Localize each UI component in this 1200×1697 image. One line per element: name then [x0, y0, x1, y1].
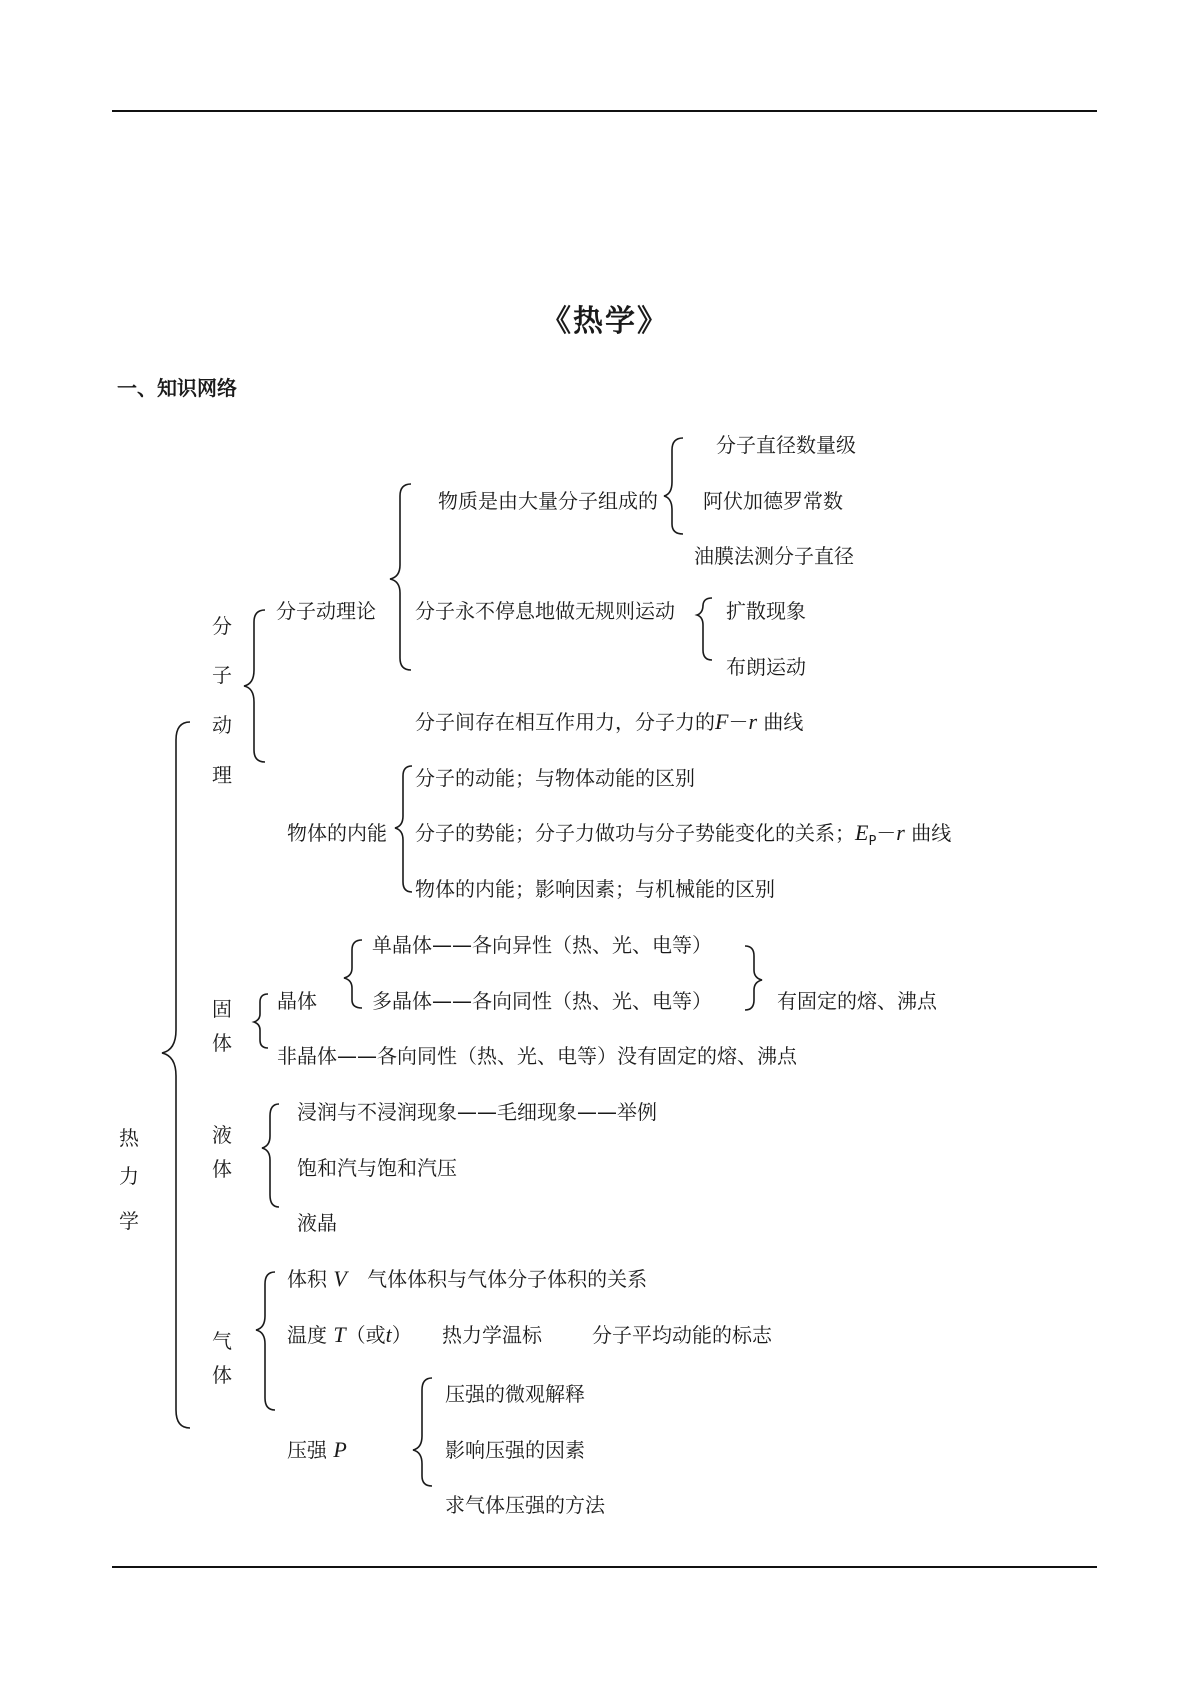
brace-crystal-right [745, 946, 762, 1010]
brace-pressure [413, 1378, 432, 1486]
node-crystal: 晶体 [277, 989, 317, 1013]
force-symbol-f: F [715, 709, 729, 734]
pressure-symbol: P [333, 1437, 347, 1462]
node-composed: 物质是由大量分子组成的 [438, 489, 658, 513]
comp-item-3: 油膜法测分子直径 [694, 544, 854, 568]
internal-kinetic: 分子的动能；与物体动能的区别 [415, 766, 695, 790]
mol-label-2: 子 [212, 663, 232, 687]
root-label-2: 力 [119, 1164, 139, 1188]
node-motion: 分子永不停息地做无规则运动 [415, 599, 675, 623]
section-heading: 一、知识网络 [117, 376, 237, 400]
volume-label: 体积 [287, 1267, 327, 1291]
temp-close: ） [391, 1323, 412, 1347]
volume-relation: 气体体积与气体分子体积的关系 [367, 1267, 648, 1291]
mol-label-3: 动 [212, 713, 232, 737]
comp-item-1: 分子直径数量级 [716, 433, 856, 457]
brace-composition [390, 484, 411, 670]
node-force [415, 709, 803, 735]
liquid-label-1: 液 [212, 1123, 232, 1147]
brace-root [162, 722, 190, 1428]
solid-label-1: 固 [212, 997, 232, 1021]
temp-mark: 分子平均动能的标志 [592, 1323, 772, 1347]
pe-text: 分子的势能；分子力做功与分子势能变化的关系； [415, 821, 855, 845]
node-temperature [287, 1322, 412, 1348]
liquid-item-3: 液晶 [297, 1211, 337, 1235]
motion-item-1: 扩散现象 [726, 599, 806, 623]
crystal-fixed: 有固定的熔、沸点 [777, 989, 937, 1013]
temp-scale: 热力学温标 [442, 1323, 542, 1347]
pe-symbol-e: E [855, 820, 869, 845]
node-mol-theory: 分子动理论 [276, 599, 376, 623]
force-symbol-r: r [748, 709, 758, 734]
force-text: 分子间存在相互作用力，分子力的 [415, 710, 715, 734]
brace-mol [244, 610, 265, 762]
mol-label-4: 理 [212, 763, 232, 787]
comp-item-2: 阿伏加德罗常数 [703, 489, 843, 513]
solid-label-2: 体 [212, 1031, 232, 1055]
liquid-item-1: 浸润与不浸润现象——毛细现象——举例 [297, 1100, 657, 1124]
pressure-label: 压强 [287, 1438, 327, 1462]
pressure-item-2: 影响压强的因素 [445, 1438, 585, 1462]
node-pressure [287, 1437, 347, 1463]
gas-label-2: 体 [212, 1363, 232, 1387]
internal-potential [415, 820, 951, 855]
temp-symbol-t-lower: t [385, 1322, 392, 1347]
pressure-item-1: 压强的微观解释 [445, 1382, 585, 1406]
volume-symbol: V [333, 1266, 347, 1291]
brace-solid [254, 994, 268, 1048]
root-label-3: 学 [119, 1209, 139, 1233]
node-internal: 物体的内能 [287, 821, 387, 845]
pe-dash: － [876, 821, 897, 845]
node-volume [287, 1266, 647, 1292]
page-title: 《热学》 [541, 304, 669, 339]
gas-label-1: 气 [212, 1329, 232, 1353]
brace-comp-items [664, 438, 683, 534]
crystal-single: 单晶体——各向异性（热、光、电等） [372, 933, 712, 957]
liquid-item-2: 饱和汽与饱和汽压 [297, 1156, 457, 1180]
node-amorphous: 非晶体——各向同性（热、光、电等）没有固定的熔、沸点 [277, 1044, 797, 1068]
temp-or: （或 [345, 1323, 386, 1347]
motion-item-2: 布朗运动 [726, 655, 806, 679]
pressure-item-3: 求气体压强的方法 [445, 1493, 605, 1517]
mol-label-1: 分 [212, 614, 232, 638]
brace-gas [256, 1272, 275, 1410]
brace-liquid [262, 1104, 279, 1207]
brace-motion [697, 598, 712, 660]
brace-internal [395, 766, 412, 892]
pe-curve: 曲线 [904, 821, 952, 845]
pe-symbol-r: r [896, 820, 905, 845]
temp-label: 温度 [287, 1323, 327, 1347]
crystal-poly: 多晶体——各向同性（热、光、电等） [372, 989, 712, 1013]
liquid-label-2: 体 [212, 1157, 232, 1181]
force-dash: － [728, 710, 749, 734]
pe-subscript: P [868, 834, 877, 849]
brace-crystal [344, 940, 362, 1008]
force-curve: 曲线 [757, 710, 804, 734]
root-label-1: 热 [119, 1126, 139, 1150]
internal-energy: 物体的内能；影响因素；与机械能的区别 [415, 877, 775, 901]
temp-symbol-t-upper: T [333, 1322, 346, 1347]
